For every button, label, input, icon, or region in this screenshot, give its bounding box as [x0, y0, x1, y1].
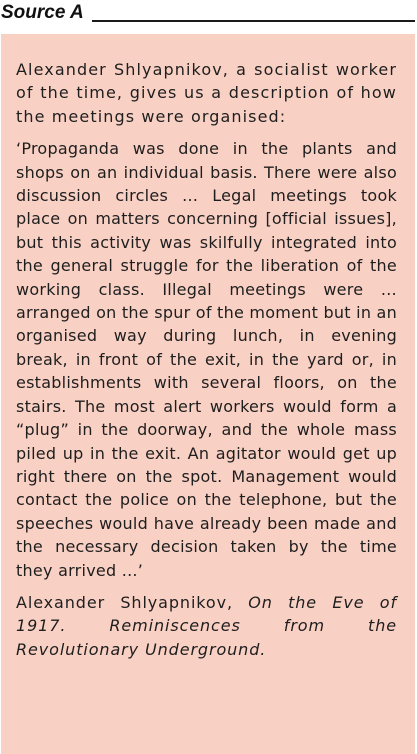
source-citation	[16, 591, 397, 661]
citation-title: On the Eve of 1917. Reminiscences from the Revolutionary Underground.	[16, 592, 397, 659]
source-header	[1, 0, 415, 28]
source-quote: ‘Propaganda was done in the plants and shops on an individual basis. There were also discussion circles … Legal meetings took place on matters concerning [official issues], but this activity was skilfully integrated into the general struggle for the liberation of the working class. Illegal meetings were … arranged on the spur of the moment but in an organised way during lunch, in evening break, in front of the exit, in the yard or, in establishments with several floors, on the stairs. The most alert workers would form a “plug” in the doorway, and the whole mass piled up in the exit. An agitator would get up right there on the spot. Management would contact the police on the telephone, but the speeches would have already been made and the necessary decision taken by the time they arrived ...’	[16, 139, 397, 580]
source-title: Source A	[1, 2, 84, 23]
citation-author: Alexander Shlyapnikov,	[16, 592, 249, 612]
source-intro: Alexander Shlyapnikov, a socialist worker of the time, gives us a description of how the meetings were organised:	[16, 60, 397, 126]
header-underline	[92, 20, 415, 22]
source-content	[16, 58, 397, 661]
source-box	[1, 34, 415, 754]
